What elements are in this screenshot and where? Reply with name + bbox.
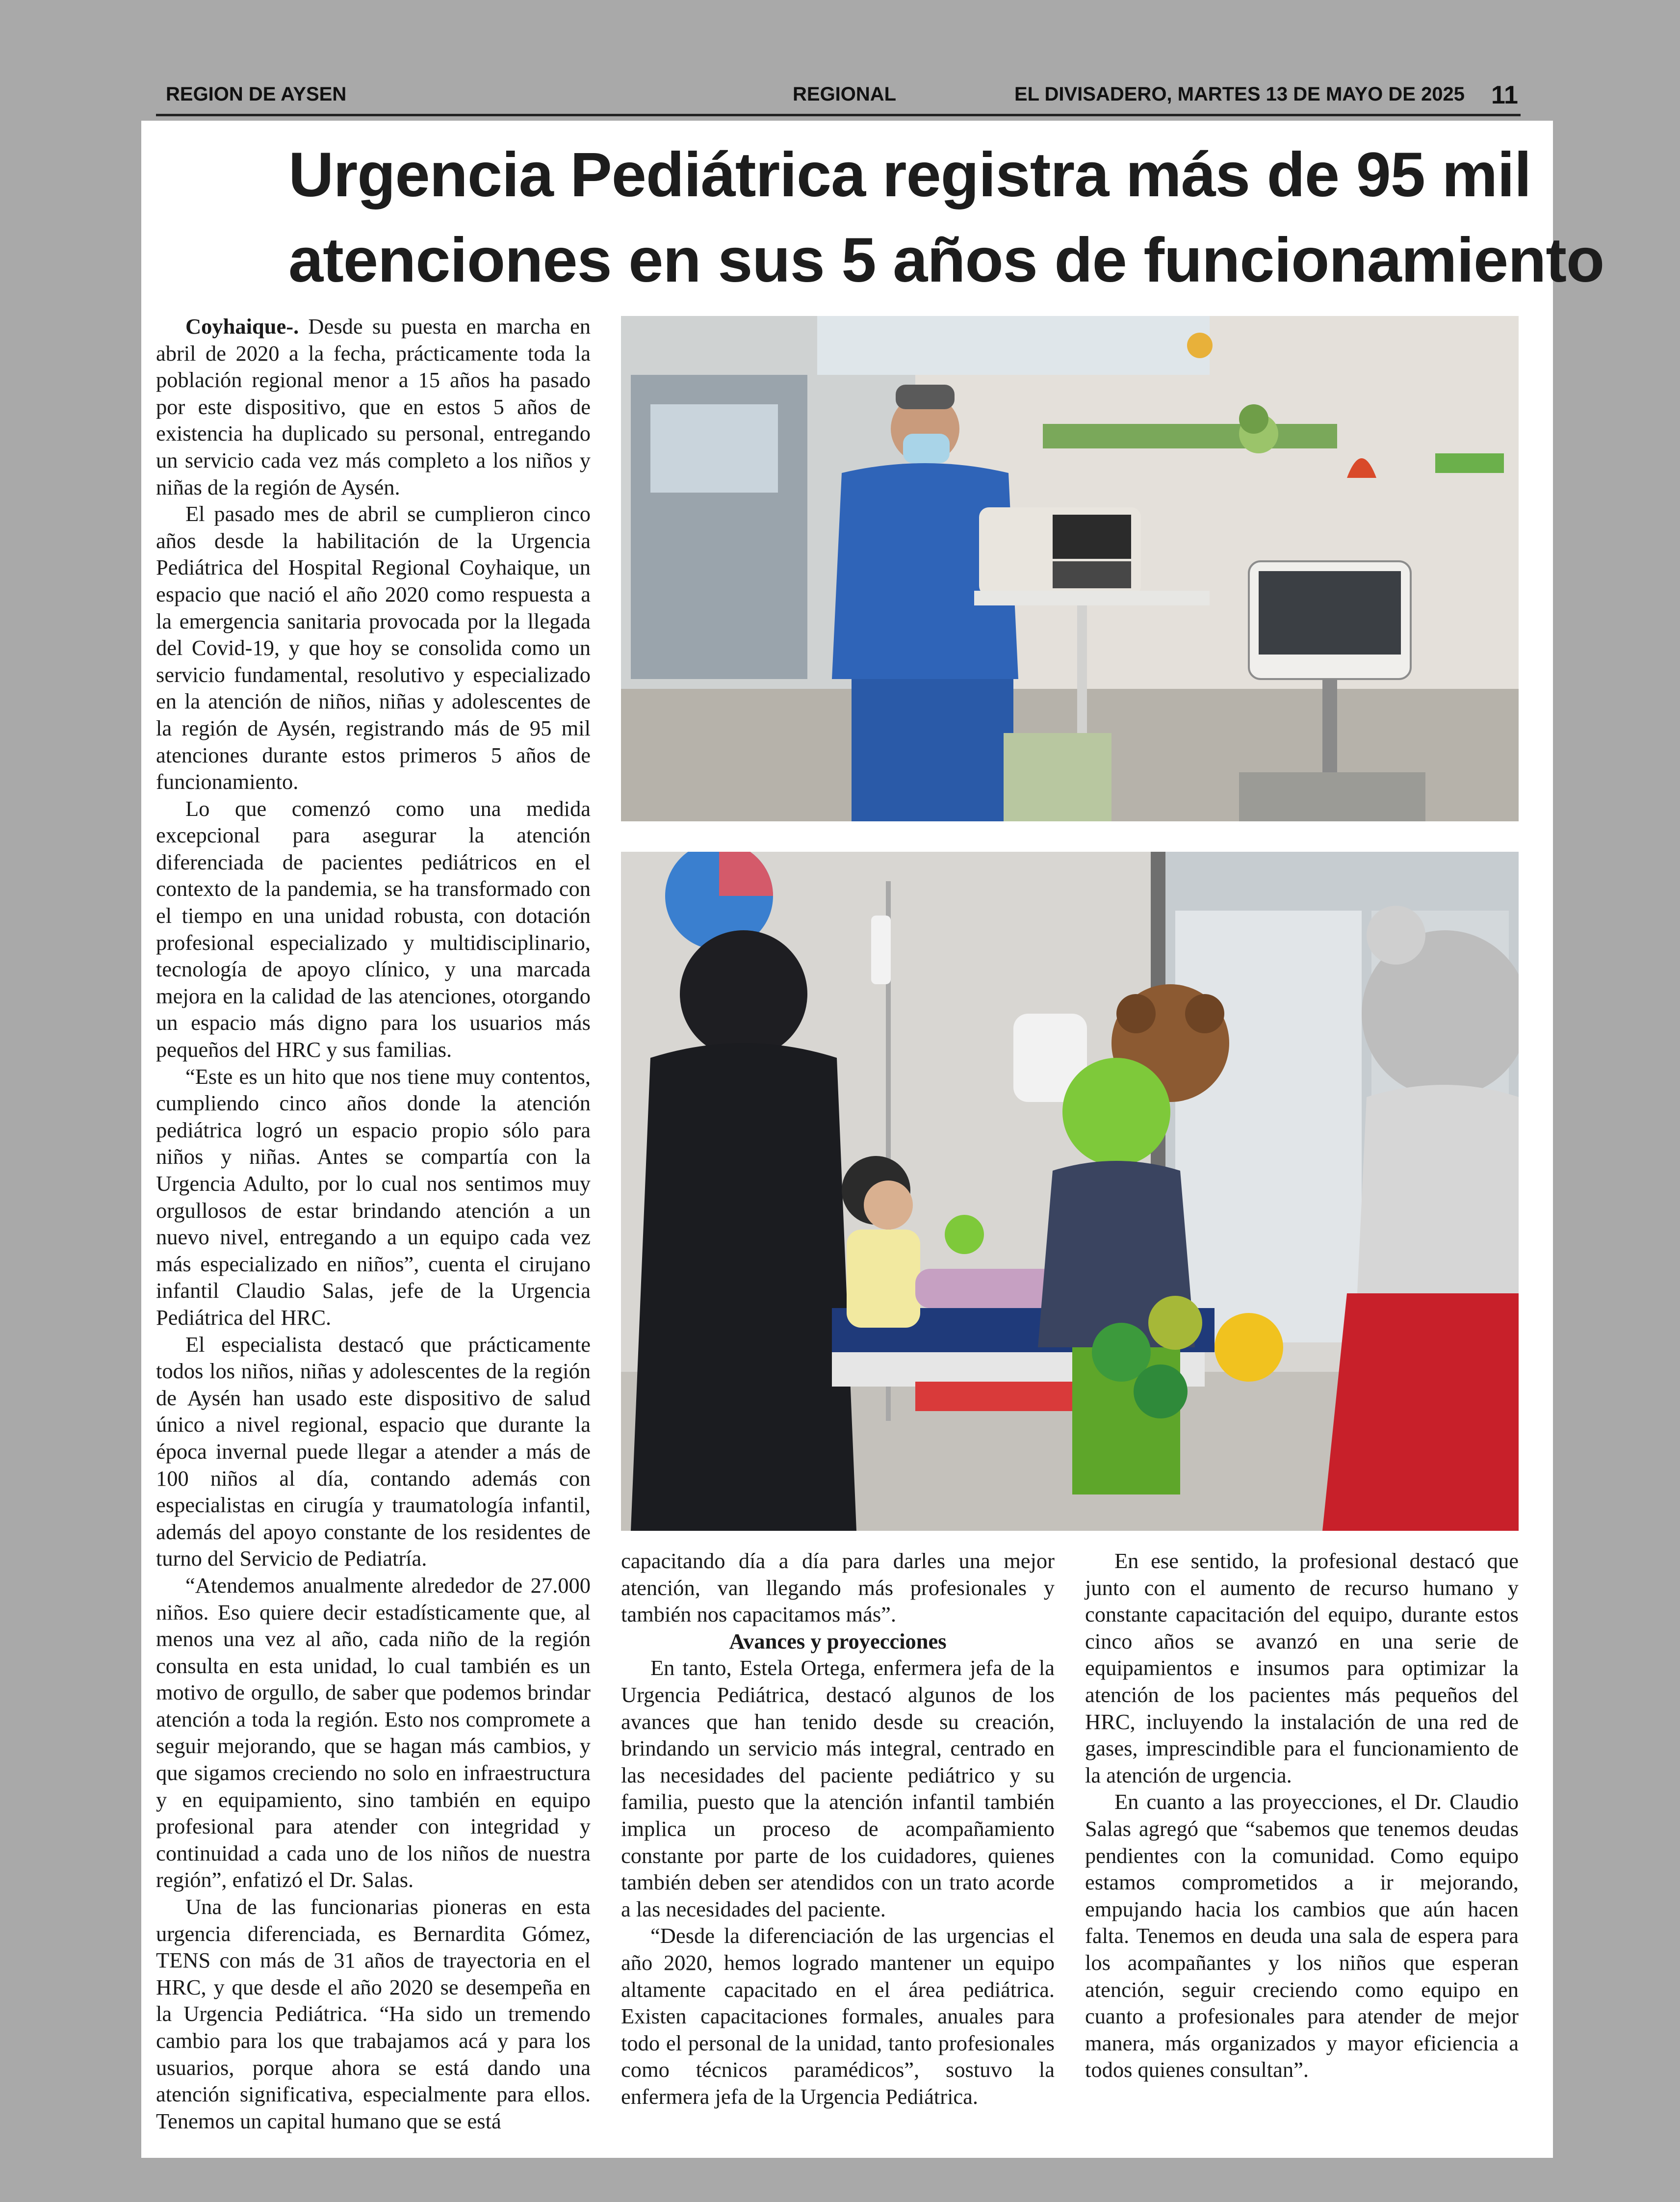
paragraph: El especialista destacó que prácticamente todos los niños, niñas y adolescentes de la región de Aysén han usado este dispositivo de salud único a nivel regional, espacio que durante la época invernal puede llegar a atender a más de 100 niños al día, contando además con especialistas en cirugía y traumatología infantil, además del apoyo constante de los residentes de turno del Servicio de Pediatría. [156, 1332, 591, 1571]
headline-line-2: atenciones en sus 5 años de funcionamiento [288, 225, 1604, 295]
lead-text: Desde su puesta en marcha en abril de 2020 a la fecha, prácticamente toda la población regional menor a 15 años ha pasado por este dispositivo, que en estos 5 años de existencia ha duplicado su personal, entregando un servicio cada vez más completo a los niños y niñas de la región de Aysén. [156, 314, 591, 499]
paragraph-lead [156, 313, 591, 500]
paragraph: Una de las funcionarias pioneras en esta urgencia diferenciada, es Bernardita Gómez, TENS con más de 31 años de trayectoria en el HRC, y que desde el año 2020 se desempeña en la Urgencia Pediátrica. “Ha sido un tremendo cambio para los que trabajamos acá y para los usuarios, porque ahora se está dando una atención significativa, especialmente para ellos. Tenemos un capital humano que se está [156, 1894, 591, 2133]
paragraph: El pasado mes de abril se cumplieron cinco años desde la habilitación de la Urgencia Pediátrica del Hospital Regional Coyhaique, un espacio que nació el año 2020 como respuesta a la emergencia sanitaria provocada por la llegada del Covid-19, y que hoy se consolida como un servicio fundamental, resolutivo y especializado en la atención de niños, niñas y adolescentes de la región de Aysén, registrando más de 95 mil atenciones durante estos primeros 5 años de funcionamiento. [156, 501, 591, 794]
paragraph: “Atendemos anualmente alrededor de 27.000 niños. Eso quiere decir estadísticamente que, al menos una vez al año, cada niño de la región consulta en esta unidad, lo cual también es un motivo de orgullo, de saber que podemos brindar atención a toda la región. Esto nos compromete a seguir mejorando, que se hagan más cambios, y que sigamos creciendo no solo en infraestructura y en equipamiento, sino también en equipo profesional para atender con integridad y continuidad a cada uno de los niños de nuestra región”, enfatizó el Dr. Salas. [156, 1573, 591, 1892]
header-rule [156, 114, 1521, 116]
page-number: 11 [1491, 81, 1518, 109]
paragraph: Lo que comenzó como una medida excepcional para asegurar la atención diferenciada de pacientes pediátricos en el contexto de la pandemia, se ha transformado con el tiempo en una unidad robusta, con dotación profesional especializado y multidisciplinario, tecnología de apoyo clínico, y una marcada mejora en la calidad de las atenciones, otorgando un espacio más digno para los usuarios más pequeños del HRC y sus familias. [156, 796, 591, 1062]
dateline: Coyhaique-. [185, 314, 299, 339]
article-column-2 [621, 1547, 1055, 2110]
section-category: REGIONAL [793, 83, 897, 105]
paragraph: En ese sentido, la profesional destacó que junto con el aumento de recurso humano y constante capacitación del equipo, durante estos cinco años se avanzó en una serie de equipamientos e insumos para optimizar la atención de los pacientes más pequeños del HRC, incluyendo la instalación de una red de gases, imprescindible para el funcionamiento de la atención de urgencia. [1085, 1548, 1519, 1787]
paragraph: En tanto, Estela Ortega, enfermera jefa de la Urgencia Pediátrica, destacó algunos de los avances que han tenido desde su creación, brindando un servicio más integral, centrado en las necesidades del paciente pediátrico y su familia, puesto que la atención infantil también implica un proceso de acompañamiento constante por parte de los cuidadores, quienes también deben ser atendidos con un trato acorde a las necesidades del paciente. [621, 1655, 1055, 1921]
photo-mascot-visit [621, 852, 1519, 1531]
headline-line-1: Urgencia Pediátrica registra más de 95 mil [288, 140, 1531, 210]
section-label: REGION DE AYSEN [166, 83, 347, 105]
paragraph: En cuanto a las proyecciones, el Dr. Claudio Salas agregó que “sabemos que tenemos deudas pendientes con la comunidad. Como equipo estamos comprometidos a ir mejorando, empujando hacia los cambios que aún hacen falta. Tenemos en deuda una sala de espera para los acompañantes y los niños que esperan atención, seguir creciendo como equipo en cuanto a profesionales para atender de mejor manera, más organizados y mayor eficiencia a todos quienes consultan”. [1085, 1789, 1519, 2082]
paragraph: “Este es un hito que nos tiene muy contentos, cumpliendo cinco años donde la atención pediátrica logró un espacio propio sólo para niños y niñas. Antes se compartía con la Urgencia Adulto, por lo cual nos sentimos muy orgullosos de estar brindando atención a un nuevo nivel, entregando a un equipo cada vez más especializado en niños”, cuenta el cirujano infantil Claudio Salas, jefe de la Urgencia Pediátrica del HRC. [156, 1064, 591, 1330]
page-sheet [141, 121, 1604, 2158]
article-column-3 [1085, 1547, 1519, 2083]
paragraph: “Desde la diferenciación de las urgencias el año 2020, hemos logrado mantener un equipo altamente capacitado en el área pediátrica. Existen capacitaciones formales, anuales para todo el personal de la unidad, tanto profesionales como técnicos paramédicos”, sostuvo la enfermera jefa de la Urgencia Pediátrica. [621, 1923, 1055, 2109]
subheading: Avances y proyecciones [729, 1628, 947, 1653]
article-column-1 [156, 313, 591, 2134]
photo-doctor-equipment [621, 316, 1519, 821]
edition-date: EL DIVISADERO, MARTES 13 DE MAYO DE 2025 [1014, 83, 1465, 105]
paragraph-continued: capacitando día a día para darles una mejor atención, van llegando más profesionales y también nos capacitamos más”. [621, 1548, 1055, 1627]
headline [288, 132, 1604, 303]
